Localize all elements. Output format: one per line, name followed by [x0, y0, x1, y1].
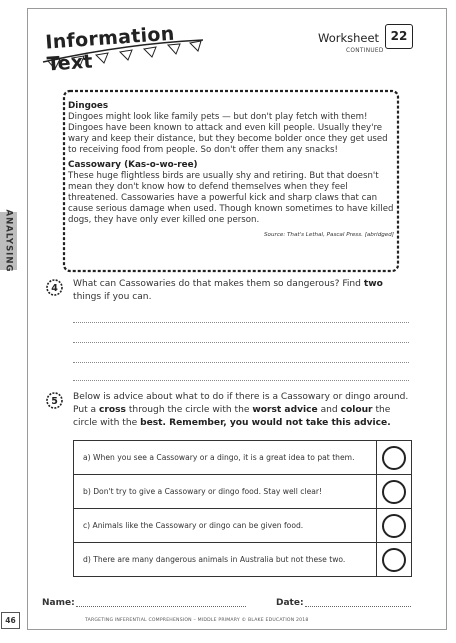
side-tab: [0, 209, 17, 273]
side-tab-label: ANALYSING: [3, 209, 14, 273]
worksheet-label: Worksheet: [318, 31, 380, 45]
option-text-a: a) When you see a Cassowary or a dingo, it is a great idea to pat them.: [74, 441, 377, 475]
section-heading-cassowary: Cassowary (Kas-o-wo-ree): [68, 160, 198, 170]
worksheet-number: 22: [385, 24, 413, 49]
section-heading-dingoes: Dingoes: [68, 101, 109, 111]
continued-label: CONTINUED: [346, 48, 384, 54]
option-text-c: c) Animals like the Cassowary or dingo can be given food.: [74, 509, 377, 543]
question-4-text: What can Cassowaries do that makes them so dangerous? Find two things if you can.: [73, 279, 383, 302]
passage-box: [68, 95, 394, 267]
title-banner: [38, 14, 208, 74]
answer-line-3[interactable]: [73, 362, 409, 363]
question-4-badge: [46, 279, 63, 296]
date-field[interactable]: [305, 606, 411, 607]
option-row: [74, 475, 412, 509]
option-row: [74, 441, 412, 475]
question-5-number: 5: [51, 396, 58, 407]
answer-line-4[interactable]: [73, 380, 409, 381]
page-title: Information Text: [44, 22, 176, 76]
source-citation: Source: That's Lethal, Pascal Press. [abridged]: [264, 232, 394, 238]
name-label: Name:: [42, 598, 75, 608]
option-row: [74, 543, 412, 577]
passage-content: [68, 101, 394, 241]
footer-credit: TARGETING INFERENTIAL COMPREHENSION – MIDDLE PRIMARY © BLAKE EDUCATION 2018: [85, 618, 309, 623]
answer-line-1[interactable]: [73, 322, 409, 323]
question-5-text: Below is advice about what to do if there is a Cassowary or dingo around. Put a cross through the circle with the worst advice and colour the circle with the best. Remember, you would not take this advice.: [73, 392, 409, 428]
page-number: 46: [1, 612, 20, 629]
option-row: [74, 509, 412, 543]
question-4-number: 4: [51, 283, 58, 294]
section-body-cassowary: These huge flightless birds are usually shy and retiring. But that doesn't mean they don't know how to defend themselves when they feel threatened. Cassowaries have a powerful kick and sharp claws that can cause serious damage when used. Though known sometimes to have killed dogs, they have only ever killed one person.: [68, 171, 394, 225]
name-field[interactable]: [76, 606, 246, 607]
date-label: Date:: [276, 598, 304, 608]
option-text-d: d) There are many dangerous animals in Australia but not these two.: [74, 543, 377, 577]
answer-line-2[interactable]: [73, 342, 409, 343]
options-table: [73, 440, 412, 577]
option-text-b: b) Don't try to give a Cassowary or dingo food. Stay well clear!: [74, 475, 377, 509]
answer-circle-c[interactable]: [382, 514, 406, 538]
question-5-badge: [46, 392, 63, 409]
answer-circle-a[interactable]: [382, 446, 406, 470]
answer-circle-d[interactable]: [382, 548, 406, 572]
section-body-dingoes: Dingoes might look like family pets — but don't play fetch with them! Dingoes have been known to attack and even kill people. Usually they're wary and keep their distance, but they become bolder once they get used to receiving food from people. So don't offer them any snacks!: [68, 112, 388, 155]
answer-circle-b[interactable]: [382, 480, 406, 504]
